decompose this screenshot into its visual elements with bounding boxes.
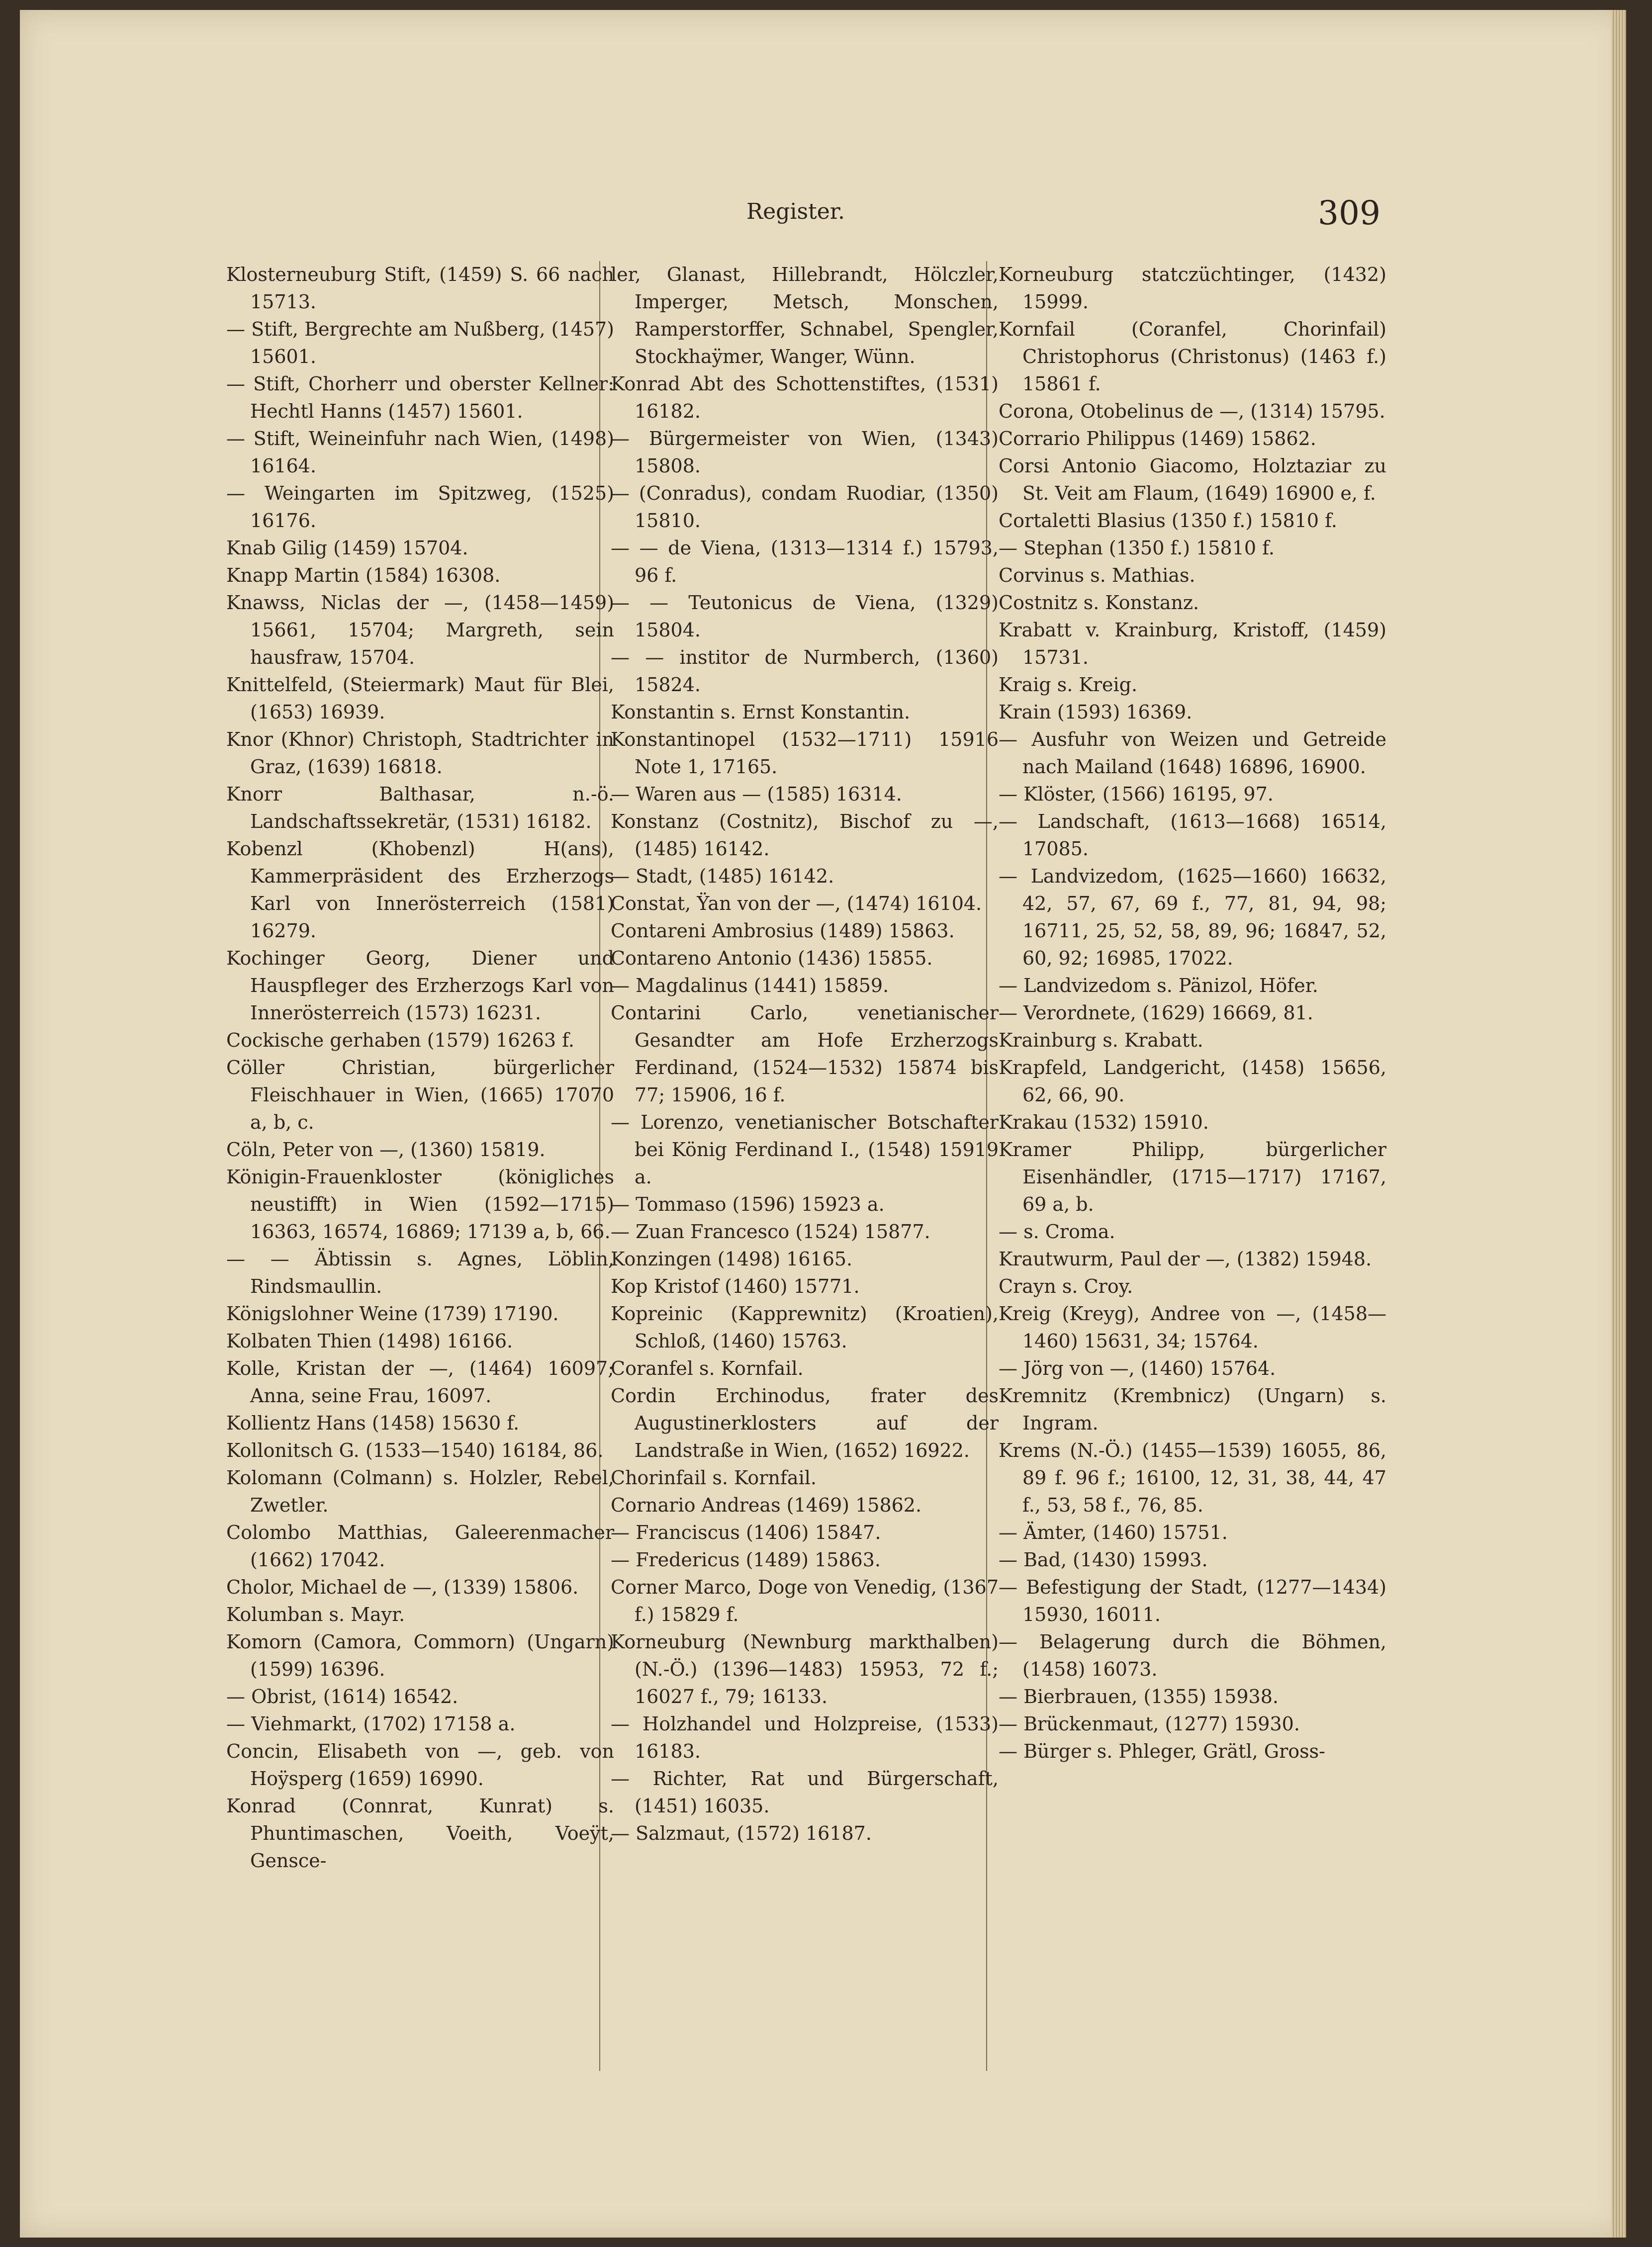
index-entry: Kramer Philipp, bürgerlicher Eisenhändler, (1715—1717) 17167, 69 a, b. [999,1139,1386,1215]
index-entry: — Stephan (1350 f.) 15810 f. [999,537,1275,559]
index-entry: — Bürgermeister von Wien, (1343) 15808. [611,428,999,477]
index-entry: — Klöster, (1566) 16195, 97. [999,783,1274,805]
index-entry: Costnitz s. Konstanz. [999,592,1199,614]
index-entry: — Landvizedom s. Pänizol, Höfer. [999,975,1318,996]
index-entry: — Obrist, (1614) 16542. [226,1686,459,1708]
index-entry: — Stift, Weineinfuhr nach Wien, (1498) 16164. [226,428,614,477]
index-entry: Contarini Carlo, venetianischer Gesandter am Hofe Erzherzogs Ferdinand, (1524—1532) 15874 bis 77; 15906, 16 f. [611,1002,999,1106]
index-entry: Korneuburg statczüchtinger, (1432) 15999. [999,264,1386,313]
index-entry: — Viehmarkt, (1702) 17158 a. [226,1713,516,1735]
index-entry: Cöln, Peter von —, (1360) 15819. [226,1139,546,1161]
index-entry: Kollonitsch G. (1533—1540) 16184, 86. [226,1439,604,1461]
index-entry: Crayn s. Croy. [999,1275,1133,1297]
index-entry: Cöller Christian, bürgerlicher Fleischhauer in Wien, (1665) 17070 a, b, c. [226,1057,614,1133]
index-entry: — Fredericus (1489) 15863. [611,1549,881,1571]
index-entry: Konstantin s. Ernst Konstantin. [611,701,911,723]
page-edge [1611,10,1626,2238]
index-entry: Cholor, Michael de —, (1339) 15806. [226,1576,579,1598]
index-entry: Krakau (1532) 15910. [999,1111,1209,1133]
index-entry: Knab Gilig (1459) 15704. [226,537,468,559]
index-entry: Konstantinopel (1532—1711) 15916 Note 1, 17165. [611,728,999,778]
index-column-1 [226,261,614,2096]
index-entry: — Ämter, (1460) 15751. [999,1522,1228,1543]
index-entry: Korneuburg (Newnburg markthalben) (N.-Ö.) (1396—1483) 15953, 72 f.; 16027 f., 79; 16133. [611,1631,999,1708]
index-entry: Krain (1593) 16369. [999,701,1193,723]
index-entry: Konrad (Connrat, Kunrat) s. Phuntimaschen, Voeith, Voeÿt, Gensce- [226,1795,614,1872]
index-entry: — — de Viena, (1313—1314 f.) 15793, 96 f. [611,537,999,586]
index-entry: Kopreinic (Kapprewnitz) (Kroatien), Schloß, (1460) 15763. [611,1303,999,1352]
index-entry: Komorn (Camora, Commorn) (Ungarn) (1599) 16396. [226,1631,614,1680]
index-entry: Constat, Ÿan von der —, (1474) 16104. [611,893,982,914]
index-entry: — Bürger s. Phleger, Grätl, Gross- [999,1740,1326,1762]
index-entry: Krabatt v. Krainburg, Kristoff, (1459) 15731. [999,619,1386,668]
index-entry: — Landvizedom, (1625—1660) 16632, 42, 57, 67, 69 f., 77, 81, 94, 98; 16711, 25, 52, 58, 89, 96; 16847, 52, 60, 92; 16985, 17022. [999,865,1386,969]
index-entry: Knorr Balthasar, n.-ö. Landschaftssekretär, (1531) 16182. [226,783,614,832]
index-entry: Klosterneuburg Stift, (1459) S. 66 nach 15713. [226,264,614,313]
index-entry: Corrario Philippus (1469) 15862. [999,428,1316,449]
index-entry: Kraig s. Kreig. [999,674,1138,696]
index-column-3 [999,261,1386,2096]
index-entry: Colombo Matthias, Galeerenmacher (1662) 17042. [226,1522,614,1571]
index-entry: Corvinus s. Mathias. [999,564,1195,586]
index-entry: — Bad, (1430) 15993. [999,1549,1208,1571]
index-entry: — s. Croma. [999,1221,1115,1243]
index-entry: Corsi Antonio Giacomo, Holztaziar zu St. Veit am Flaum, (1649) 16900 e, f. [999,455,1386,504]
index-entry: — Befestigung der Stadt, (1277—1434) 15930, 16011. [999,1576,1386,1625]
running-header: Register. [746,199,845,224]
index-entry: — Stadt, (1485) 16142. [611,865,834,887]
index-entry: — — institor de Nurmberch, (1360) 15824. [611,646,999,696]
index-entry: — Tommaso (1596) 15923 a. [611,1193,885,1215]
index-entry: Knapp Martin (1584) 16308. [226,564,501,586]
index-entry: — Lorenzo, venetianischer Botschafter bei König Ferdinand I., (1548) 15919 a. [611,1111,999,1188]
index-entry: Königin-Frauenkloster (königliches neustifft) in Wien (1592—1715) 16363, 16574, 16869; 17139 a, b, 66. [226,1166,614,1243]
index-entry: Knittelfeld, (Steiermark) Maut für Blei, (1653) 16939. [226,674,614,723]
index-entry: — Landschaft, (1613—1668) 16514, 17085. [999,810,1386,860]
index-entry: Cornario Andreas (1469) 15862. [611,1494,922,1516]
index-entry: Kolumban s. Mayr. [226,1604,405,1625]
index-entry: — Belagerung durch die Böhmen, (1458) 16073. [999,1631,1386,1680]
page-number: 309 [1318,194,1380,232]
index-entry: Contareni Ambrosius (1489) 15863. [611,920,955,942]
index-entry: — — Äbtissin s. Agnes, Löblin, Rindsmaullin. [226,1248,614,1297]
index-entry: — Zuan Francesco (1524) 15877. [611,1221,930,1243]
index-entry: — Jörg von —, (1460) 15764. [999,1357,1276,1379]
index-entry: Cortaletti Blasius (1350 f.) 15810 f. [999,510,1337,532]
index-entry: — Bierbrauen, (1355) 15938. [999,1686,1279,1708]
index-entry: Kolle, Kristan der —, (1464) 16097; Anna, seine Frau, 16097. [226,1357,614,1407]
index-entry: — Brückenmaut, (1277) 15930. [999,1713,1300,1735]
index-entry: Kremnitz (Krembnicz) (Ungarn) s. Ingram. [999,1385,1386,1434]
index-entry: — Waren aus — (1585) 16314. [611,783,902,805]
index-entry: Contareno Antonio (1436) 15855. [611,947,933,969]
index-entry: Kobenzl (Khobenzl) H(ans), Kammerpräsident des Erzherzogs Karl von Innerösterreich (1581) 16279. [226,838,614,942]
index-entry: Corner Marco, Doge von Venedig, (1367 f.) 15829 f. [611,1576,999,1625]
index-entry: Concin, Elisabeth von —, geb. von Hoÿsperg (1659) 16990. [226,1740,614,1790]
index-entry: Kochinger Georg, Diener und Hauspfleger des Erzherzogs Karl von Innerösterreich (1573) 16231. [226,947,614,1024]
index-entry: Kolomann (Colmann) s. Holzler, Rebel, Zwetler. [226,1467,614,1516]
index-entry: Krainburg s. Krabatt. [999,1029,1203,1051]
index-entry: ler, Glanast, Hillebrandt, Hölczler, Imperger, Metsch, Monschen, Ramperstorffer, Schnabel, Spengler, Stockhaÿmer, Wanger, Wünn. [611,264,999,367]
index-entry: Konzingen (1498) 16165. [611,1248,853,1270]
index-entry: Cordin Erchinodus, frater des Augustinerklosters auf der Landstraße in Wien, (1652) 16922. [611,1385,999,1461]
index-entry: — Verordnete, (1629) 16669, 81. [999,1002,1313,1024]
index-entry: — Weingarten im Spitzweg, (1525) 16176. [226,482,614,532]
index-entry: — Salzmaut, (1572) 16187. [611,1822,872,1844]
index-entry: — Ausfuhr von Weizen und Getreide nach Mailand (1648) 16896, 16900. [999,728,1386,778]
index-entry: Konstanz (Costnitz), Bischof zu —, (1485) 16142. [611,810,999,860]
index-entry: Kollientz Hans (1458) 15630 f. [226,1412,520,1434]
index-entry: — Stift, Bergrechte am Nußberg, (1457) 15601. [226,318,614,367]
index-entry: Knawss, Niclas der —, (1458—1459) 15661, 15704; Margreth, sein hausfraw, 15704. [226,592,614,668]
index-column-2 [611,261,999,2096]
index-entry: Chorinfail s. Kornfail. [611,1467,817,1489]
index-entry: Cockische gerhaben (1579) 16263 f. [226,1029,574,1051]
index-entry: Krautwurm, Paul der —, (1382) 15948. [999,1248,1372,1270]
index-entry: Coranfel s. Kornfail. [611,1357,804,1379]
index-entry: Knor (Khnor) Christoph, Stadtrichter in Graz, (1639) 16818. [226,728,614,778]
index-entry: Kornfail (Coranfel, Chorinfail) Christophorus (Christonus) (1463 f.) 15861 f. [999,318,1386,395]
index-entry: Corona, Otobelinus de —, (1314) 15795. [999,400,1385,422]
index-entry: Kreig (Kreyg), Andree von —, (1458—1460) 15631, 34; 15764. [999,1303,1386,1352]
index-entry: — Holzhandel und Holzpreise, (1533) 16183. [611,1713,999,1762]
index-entry: — Magdalinus (1441) 15859. [611,975,889,996]
index-entry: Krems (N.-Ö.) (1455—1539) 16055, 86, 89 f. 96 f.; 16100, 12, 31, 38, 44, 47 f., 53, 58 f., 76, 85. [999,1439,1386,1516]
index-entry: — Richter, Rat und Bürgerschaft, (1451) 16035. [611,1768,999,1817]
index-entry: Krapfeld, Landgericht, (1458) 15656, 62, 66, 90. [999,1057,1386,1106]
index-entry: Königslohner Weine (1739) 17190. [226,1303,559,1325]
index-entry: — — Teutonicus de Viena, (1329) 15804. [611,592,999,641]
index-entry: — (Conradus), condam Ruodiar, (1350) 15810. [611,482,999,532]
index-entry: — Stift, Chorherr und oberster Kellner: Hechtl Hanns (1457) 15601. [226,373,614,422]
index-entry: Konrad Abt des Schottenstiftes, (1531) 16182. [611,373,999,422]
index-entry: Kop Kristof (1460) 15771. [611,1275,860,1297]
index-entry: — Franciscus (1406) 15847. [611,1522,881,1543]
index-entry: Kolbaten Thien (1498) 16166. [226,1330,513,1352]
